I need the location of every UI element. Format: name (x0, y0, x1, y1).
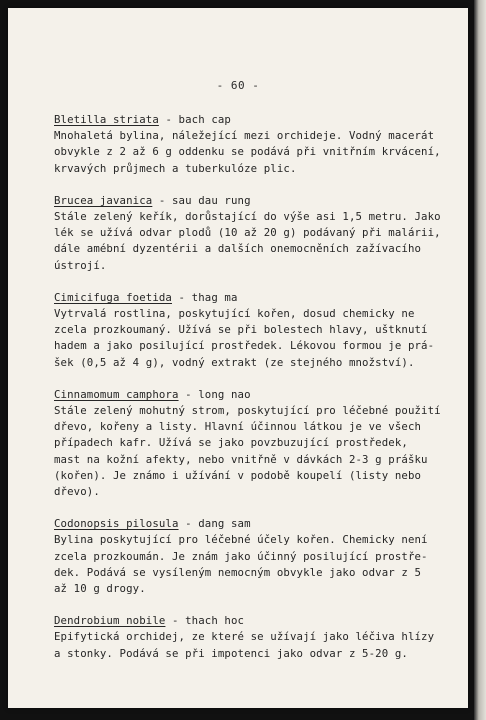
description-line: obvykle z 2 až 6 g oddenku se podává při vnitřním krvácení, (54, 145, 441, 159)
description-line: lék se užívá odvar plodů (10 až 20 g) podávaný při malárii, (54, 226, 441, 240)
description-line: Vytrvalá rostlina, poskytující kořen, dosud chemicky ne (54, 307, 415, 321)
description-line: Mnohaletá bylina, náležející mezi orchideje. Vodný macerát (54, 129, 435, 143)
description-line: dek. Podává se vysíleným nemocným obvykle jako odvar z 5 (54, 565, 422, 579)
page-number: - 60 - (216, 79, 260, 92)
description-line: Stále zelený mohutný strom, poskytující pro léčebné použití (54, 404, 441, 418)
description-line: Bylina poskytující pro léčebné účely kořen. Chemicky není (54, 533, 428, 547)
description-line: hadem a jako posilující prostředek. Lékovou formou je prá- (54, 339, 435, 353)
plant-entry (54, 112, 454, 177)
description-line: (kořen). Je známo i užívání v podobě koupelí (listy nebo (54, 468, 422, 482)
vietnamese-name: - sau dau rung (158, 193, 251, 207)
entry-heading (54, 613, 454, 629)
vietnamese-name: - long nao (185, 387, 251, 401)
description-line: případech kafr. Užívá se jako povzbuzující prostředek, (54, 436, 408, 450)
latin-name: Codonopsis pilosula (54, 517, 179, 531)
description-line: dřevo, kořeny a listy. Hlavní účinnou látkou je ve všech (54, 420, 422, 434)
plant-entry (54, 613, 454, 662)
entry-heading (54, 193, 454, 209)
description-line: a stonky. Podává se při impotenci jako odvar z 5-20 g. (54, 646, 408, 660)
entry-heading (54, 387, 454, 403)
latin-name: Bletilla striata (54, 113, 159, 126)
description-line: mast na kožní afekty, nebo vnitřně v dávkách 2-3 g prášku (54, 452, 428, 466)
vietnamese-name: - thach hoc (172, 614, 245, 628)
vietnamese-name: - dang sam (185, 517, 251, 531)
description-line: šek (0,5 až 4 g), vodný extrakt (ze stejného množství). (54, 355, 415, 369)
vietnamese-name: - bach cap (165, 113, 231, 126)
description-line: krvavých průjmech a tuberkulóze plic. (54, 161, 297, 175)
description-line: zcela prozkoumaný. Užívá se při bolestech hlavy, uštknutí (54, 323, 428, 337)
entry-heading (54, 112, 454, 128)
description-line: Epifytická orchidej, ze které se užívají jako léčiva hlízy (54, 630, 435, 644)
plant-entry (54, 290, 454, 371)
latin-name: Dendrobium nobile (54, 614, 166, 628)
description-line: zcela prozkoumán. Je znám jako účinný posilující prostře- (54, 549, 428, 563)
description-line: dále amébní dyzentérii a dalších onemocněních zažívacího (54, 242, 422, 256)
entry-list (54, 112, 454, 678)
plant-entry (54, 387, 454, 500)
entry-heading (54, 516, 454, 532)
latin-name: Brucea javanica (54, 193, 153, 207)
vietnamese-name: - thag ma (178, 290, 238, 304)
description-line: Stále zelený keřík, dorůstající do výše asi 1,5 metru. Jako (54, 210, 441, 224)
latin-name: Cimicifuga foetida (54, 290, 172, 304)
page-edge (474, 0, 486, 720)
plant-entry (54, 516, 454, 597)
description-line: dřevo). (54, 485, 100, 499)
description-line: ústrojí. (54, 258, 107, 272)
entry-heading (54, 290, 454, 306)
plant-entry (54, 193, 454, 274)
book-page (8, 8, 468, 708)
latin-name: Cinnamomum camphora (54, 387, 179, 401)
description-line: až 10 g drogy. (54, 582, 146, 596)
